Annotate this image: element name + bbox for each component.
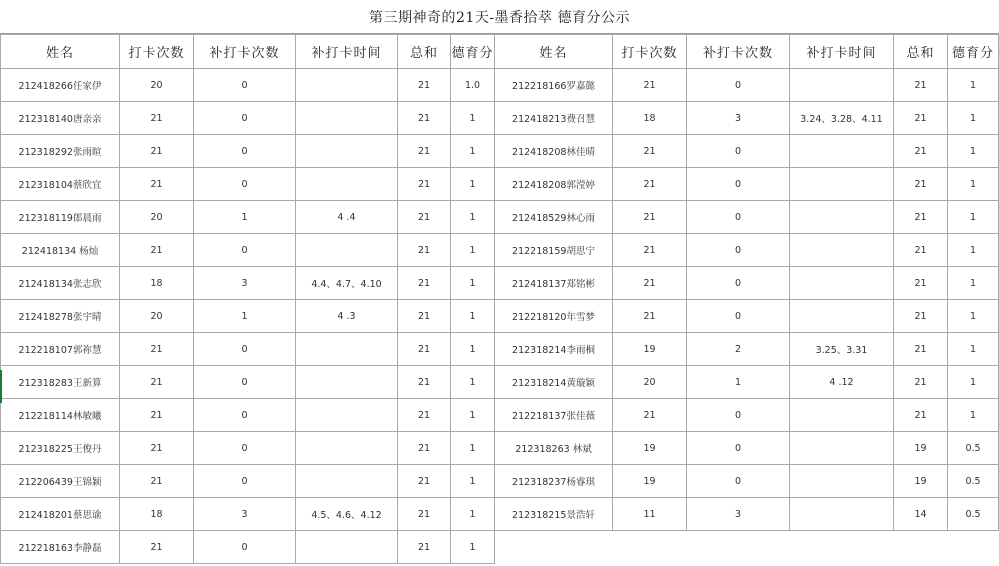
- table-row: [1, 201, 999, 234]
- table-row: [1, 102, 999, 135]
- cell-makeup-dates[interactable]: [790, 531, 894, 564]
- cell-total[interactable]: 21: [398, 498, 451, 531]
- cell-moral-score[interactable]: 1: [948, 333, 999, 366]
- cell-total[interactable]: 21: [398, 432, 451, 465]
- cell-checkins[interactable]: 21: [120, 168, 194, 201]
- cell-moral-score[interactable]: 1: [451, 102, 495, 135]
- cell-makeup-dates[interactable]: [790, 300, 894, 333]
- cell-makeup-count[interactable]: 0: [194, 432, 296, 465]
- column-header[interactable]: 补打卡次数: [687, 35, 790, 69]
- cell-name[interactable]: 212318214李雨桐: [495, 333, 613, 366]
- cell-checkins[interactable]: 18: [120, 267, 194, 300]
- cell-makeup-count[interactable]: 0: [194, 333, 296, 366]
- cell-makeup-count[interactable]: 0: [687, 300, 790, 333]
- cell-checkins[interactable]: 19: [613, 333, 687, 366]
- cell-name[interactable]: 212318225王俊丹: [1, 432, 120, 465]
- cell-makeup-dates[interactable]: [296, 531, 398, 564]
- cell-total[interactable]: 21: [894, 399, 948, 432]
- cell-moral-score[interactable]: 1: [451, 498, 495, 531]
- table-row: [1, 69, 999, 102]
- cell-moral-score[interactable]: 0.5: [948, 465, 999, 498]
- cell-moral-score[interactable]: 1: [451, 465, 495, 498]
- cell-moral-score[interactable]: [948, 531, 999, 564]
- cell-makeup-dates[interactable]: [790, 69, 894, 102]
- cell-makeup-count[interactable]: 1: [194, 201, 296, 234]
- cell-total[interactable]: 21: [398, 69, 451, 102]
- table-row: [1, 432, 999, 465]
- table-body: [1, 69, 999, 564]
- cell-makeup-count[interactable]: 0: [687, 168, 790, 201]
- cell-checkins[interactable]: 20: [613, 366, 687, 399]
- cell-moral-score[interactable]: 1: [451, 531, 495, 564]
- column-header[interactable]: 总和: [398, 35, 451, 69]
- cell-name[interactable]: 212318283王新算: [1, 366, 120, 399]
- cell-name[interactable]: 212318263 林斌: [495, 432, 613, 465]
- cell-name[interactable]: 212318140唐亲亲: [1, 102, 120, 135]
- cell-checkins[interactable]: 21: [120, 333, 194, 366]
- cell-name[interactable]: 212418213费召慧: [495, 102, 613, 135]
- cell-name[interactable]: 212218166罗嘉懿: [495, 69, 613, 102]
- cell-total[interactable]: 21: [398, 135, 451, 168]
- cell-makeup-dates[interactable]: [790, 201, 894, 234]
- cell-total[interactable]: 21: [398, 366, 451, 399]
- cell-makeup-dates[interactable]: 3.24、3.28、4.11: [790, 102, 894, 135]
- cell-moral-score[interactable]: 1: [948, 300, 999, 333]
- cell-total[interactable]: 21: [894, 300, 948, 333]
- cell-makeup-dates[interactable]: [296, 465, 398, 498]
- cell-makeup-dates[interactable]: [296, 432, 398, 465]
- cell-makeup-count[interactable]: 0: [194, 465, 296, 498]
- cell-name[interactable]: 212318215景浩轩: [495, 498, 613, 531]
- score-table: [0, 34, 999, 564]
- cell-makeup-count[interactable]: 0: [194, 531, 296, 564]
- cell-makeup-count[interactable]: 0: [687, 69, 790, 102]
- cell-moral-score[interactable]: 1: [451, 300, 495, 333]
- cell-makeup-dates[interactable]: [296, 399, 398, 432]
- cell-moral-score[interactable]: 1: [451, 135, 495, 168]
- cell-name[interactable]: 212318119郎晨雨: [1, 201, 120, 234]
- cell-checkins[interactable]: 21: [613, 267, 687, 300]
- cell-name[interactable]: 212218137张佳薇: [495, 399, 613, 432]
- cell-makeup-dates[interactable]: [790, 135, 894, 168]
- cell-name[interactable]: 212218107郭祢慧: [1, 333, 120, 366]
- cell-makeup-count[interactable]: 0: [687, 399, 790, 432]
- cell-checkins[interactable]: 21: [613, 399, 687, 432]
- cell-moral-score[interactable]: 1: [948, 201, 999, 234]
- cell-makeup-dates[interactable]: [296, 135, 398, 168]
- cell-makeup-count[interactable]: 0: [194, 366, 296, 399]
- cell-total[interactable]: 21: [398, 267, 451, 300]
- cell-name[interactable]: 212218159胡思宁: [495, 234, 613, 267]
- cell-total[interactable]: 21: [894, 366, 948, 399]
- cell-checkins[interactable]: 21: [613, 300, 687, 333]
- cell-moral-score[interactable]: 1: [451, 267, 495, 300]
- column-header[interactable]: 补打卡时间: [296, 35, 398, 69]
- cell-makeup-count[interactable]: 3: [687, 498, 790, 531]
- cell-checkins[interactable]: 21: [613, 201, 687, 234]
- cell-moral-score[interactable]: 1: [451, 168, 495, 201]
- cell-makeup-count[interactable]: 0: [194, 399, 296, 432]
- table-row: [1, 300, 999, 333]
- cell-moral-score[interactable]: 1: [451, 201, 495, 234]
- cell-moral-score[interactable]: 1: [948, 366, 999, 399]
- table-row: [1, 333, 999, 366]
- column-header[interactable]: 补打卡时间: [790, 35, 894, 69]
- cell-checkins[interactable]: 11: [613, 498, 687, 531]
- cell-makeup-dates[interactable]: [790, 432, 894, 465]
- cell-makeup-count[interactable]: 0: [687, 465, 790, 498]
- cell-moral-score[interactable]: 1: [451, 366, 495, 399]
- cell-checkins[interactable]: 19: [613, 465, 687, 498]
- cell-total[interactable]: 21: [894, 168, 948, 201]
- cell-moral-score[interactable]: 1: [451, 399, 495, 432]
- column-header[interactable]: 德育分: [948, 35, 999, 69]
- cell-makeup-dates[interactable]: 4 .12: [790, 366, 894, 399]
- cell-total[interactable]: 21: [398, 102, 451, 135]
- column-header[interactable]: 姓名: [1, 35, 120, 69]
- table-row: [1, 531, 999, 564]
- cell-total[interactable]: 21: [894, 201, 948, 234]
- cell-name[interactable]: 212318292张雨暄: [1, 135, 120, 168]
- cell-makeup-count[interactable]: 3: [194, 498, 296, 531]
- table-row: [1, 267, 999, 300]
- cell-name[interactable]: 212318104蔡欣宜: [1, 168, 120, 201]
- cell-name[interactable]: 212206439王锦颖: [1, 465, 120, 498]
- cell-makeup-count[interactable]: 0: [687, 267, 790, 300]
- cell-total[interactable]: 21: [398, 168, 451, 201]
- cell-moral-score[interactable]: 1: [948, 168, 999, 201]
- cell-moral-score[interactable]: 1: [451, 333, 495, 366]
- table-row: [1, 168, 999, 201]
- cell-makeup-count[interactable]: 2: [687, 333, 790, 366]
- cell-name[interactable]: 212218163李静磊: [1, 531, 120, 564]
- cell-makeup-count[interactable]: 1: [687, 366, 790, 399]
- cell-checkins[interactable]: 21: [120, 399, 194, 432]
- cell-makeup-dates[interactable]: [790, 234, 894, 267]
- cell-makeup-count[interactable]: 0: [194, 168, 296, 201]
- cell-checkins[interactable]: 20: [120, 201, 194, 234]
- cell-moral-score[interactable]: 1: [948, 102, 999, 135]
- cell-checkins[interactable]: 21: [120, 465, 194, 498]
- cell-moral-score[interactable]: 1: [451, 234, 495, 267]
- cell-name[interactable]: 212418137郑铭彬: [495, 267, 613, 300]
- cell-checkins[interactable]: 21: [120, 102, 194, 135]
- cell-total[interactable]: 21: [894, 333, 948, 366]
- cell-name[interactable]: 212418529林心雨: [495, 201, 613, 234]
- cell-makeup-dates[interactable]: 3.25、3.31: [790, 333, 894, 366]
- cell-name[interactable]: 212418278张宇晴: [1, 300, 120, 333]
- cell-makeup-dates[interactable]: [790, 399, 894, 432]
- column-header[interactable]: 打卡次数: [120, 35, 194, 69]
- cell-makeup-dates[interactable]: [296, 333, 398, 366]
- cell-makeup-count[interactable]: 0: [194, 234, 296, 267]
- cell-moral-score[interactable]: 1: [451, 432, 495, 465]
- cell-makeup-count[interactable]: 0: [194, 135, 296, 168]
- table-row: [1, 135, 999, 168]
- cell-name[interactable]: 212318214黄璇颖: [495, 366, 613, 399]
- column-header[interactable]: 德育分: [451, 35, 495, 69]
- cell-name[interactable]: 212418208林佳晴: [495, 135, 613, 168]
- cell-total[interactable]: 21: [894, 102, 948, 135]
- cell-total[interactable]: 19: [894, 432, 948, 465]
- cell-checkins[interactable]: 19: [613, 432, 687, 465]
- cell-total[interactable]: 21: [398, 201, 451, 234]
- header-row: [1, 35, 999, 69]
- cell-moral-score[interactable]: 1: [948, 234, 999, 267]
- cell-makeup-count[interactable]: 1: [194, 300, 296, 333]
- cell-checkins[interactable]: 21: [613, 135, 687, 168]
- cell-moral-score[interactable]: 0.5: [948, 498, 999, 531]
- cell-makeup-count[interactable]: 0: [687, 135, 790, 168]
- cell-makeup-dates[interactable]: [790, 267, 894, 300]
- cell-checkins[interactable]: 21: [120, 531, 194, 564]
- cell-total[interactable]: 21: [894, 135, 948, 168]
- row-selection-marker: [0, 370, 2, 403]
- cell-name[interactable]: 212418266任家伊: [1, 69, 120, 102]
- cell-total[interactable]: 21: [398, 300, 451, 333]
- table-row: [1, 399, 999, 432]
- cell-makeup-dates[interactable]: [296, 102, 398, 135]
- cell-name[interactable]: 212218114林敏曦: [1, 399, 120, 432]
- cell-total[interactable]: 21: [398, 531, 451, 564]
- cell-total[interactable]: 14: [894, 498, 948, 531]
- cell-checkins[interactable]: 21: [120, 366, 194, 399]
- cell-makeup-dates[interactable]: [790, 168, 894, 201]
- cell-makeup-dates[interactable]: 4 .3: [296, 300, 398, 333]
- cell-checkins[interactable]: 21: [613, 69, 687, 102]
- cell-makeup-count[interactable]: 0: [687, 234, 790, 267]
- cell-checkins[interactable]: 20: [120, 69, 194, 102]
- cell-makeup-dates[interactable]: [296, 366, 398, 399]
- cell-makeup-count[interactable]: 0: [194, 102, 296, 135]
- cell-makeup-dates[interactable]: 4.4、4.7、4.10: [296, 267, 398, 300]
- cell-name[interactable]: 212418201蔡思谕: [1, 498, 120, 531]
- table-row: [1, 234, 999, 267]
- table-row: [1, 366, 999, 399]
- cell-total[interactable]: 19: [894, 465, 948, 498]
- column-header[interactable]: 姓名: [495, 35, 613, 69]
- sheet-title: 第三期神奇的21天-墨香拾萃 德育分公示: [0, 0, 999, 34]
- cell-makeup-count[interactable]: 0: [194, 69, 296, 102]
- cell-makeup-dates[interactable]: 4 .4: [296, 201, 398, 234]
- cell-total[interactable]: 21: [398, 399, 451, 432]
- cell-makeup-count[interactable]: [687, 531, 790, 564]
- cell-name[interactable]: 212418134 杨灿: [1, 234, 120, 267]
- column-header[interactable]: 总和: [894, 35, 948, 69]
- cell-checkins[interactable]: [613, 531, 687, 564]
- cell-makeup-dates[interactable]: [790, 498, 894, 531]
- cell-moral-score[interactable]: 1.0: [451, 69, 495, 102]
- table-row: [1, 465, 999, 498]
- cell-total[interactable]: 21: [398, 465, 451, 498]
- cell-name[interactable]: 212418134张志欣: [1, 267, 120, 300]
- table-row: [1, 498, 999, 531]
- cell-total[interactable]: 21: [894, 69, 948, 102]
- cell-moral-score[interactable]: 1: [948, 399, 999, 432]
- cell-makeup-dates[interactable]: [296, 168, 398, 201]
- cell-checkins[interactable]: 21: [120, 135, 194, 168]
- cell-makeup-count[interactable]: 3: [194, 267, 296, 300]
- cell-total[interactable]: 21: [398, 234, 451, 267]
- cell-checkins[interactable]: 18: [120, 498, 194, 531]
- cell-checkins[interactable]: 18: [613, 102, 687, 135]
- cell-moral-score[interactable]: 1: [948, 135, 999, 168]
- cell-total[interactable]: 21: [894, 267, 948, 300]
- cell-name[interactable]: 212318237杨睿琪: [495, 465, 613, 498]
- cell-total[interactable]: 21: [894, 234, 948, 267]
- column-header[interactable]: 补打卡次数: [194, 35, 296, 69]
- cell-checkins[interactable]: 21: [613, 168, 687, 201]
- cell-makeup-count[interactable]: 0: [687, 432, 790, 465]
- cell-makeup-dates[interactable]: [790, 465, 894, 498]
- cell-name[interactable]: 212218120年雪梦: [495, 300, 613, 333]
- cell-total[interactable]: 21: [398, 333, 451, 366]
- cell-name[interactable]: 212418208郭滢婷: [495, 168, 613, 201]
- cell-makeup-count[interactable]: 0: [687, 201, 790, 234]
- cell-name[interactable]: [495, 531, 613, 564]
- cell-total[interactable]: [894, 531, 948, 564]
- cell-checkins[interactable]: 20: [120, 300, 194, 333]
- cell-makeup-count[interactable]: 3: [687, 102, 790, 135]
- cell-makeup-dates[interactable]: [296, 69, 398, 102]
- column-header[interactable]: 打卡次数: [613, 35, 687, 69]
- cell-checkins[interactable]: 21: [120, 234, 194, 267]
- cell-checkins[interactable]: 21: [613, 234, 687, 267]
- cell-makeup-dates[interactable]: 4.5、4.6、4.12: [296, 498, 398, 531]
- cell-moral-score[interactable]: 0.5: [948, 432, 999, 465]
- cell-moral-score[interactable]: 1: [948, 69, 999, 102]
- cell-makeup-dates[interactable]: [296, 234, 398, 267]
- cell-moral-score[interactable]: 1: [948, 267, 999, 300]
- cell-checkins[interactable]: 21: [120, 432, 194, 465]
